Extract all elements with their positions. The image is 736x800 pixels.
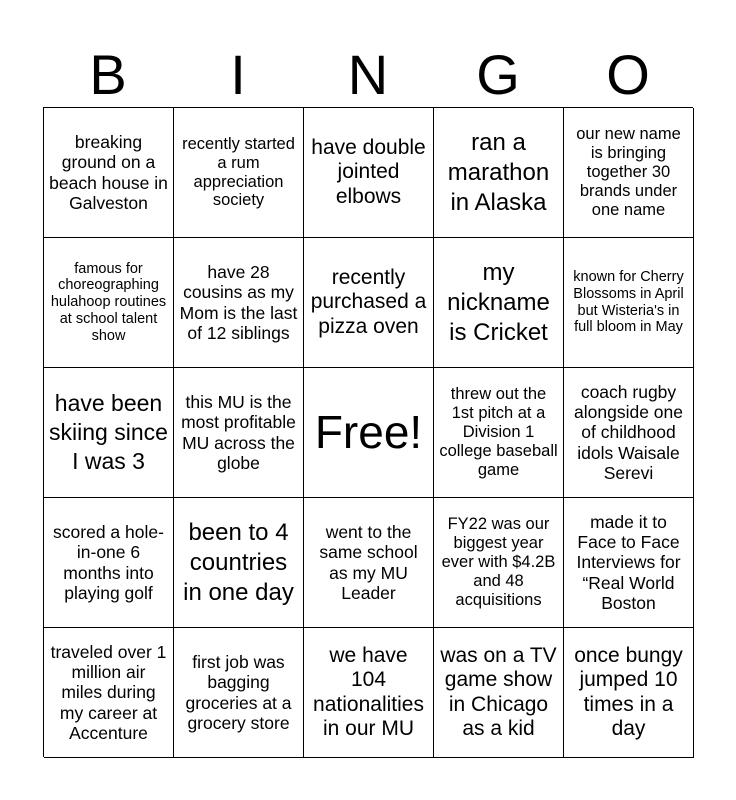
bingo-cell-r4c1[interactable]: scored a hole-in-one 6 months into playing golf (44, 498, 174, 628)
bingo-cell-r2c3[interactable]: recently purchased a pizza oven (304, 238, 434, 368)
bingo-cell-r5c5[interactable]: once bungy jumped 10 times in a day (564, 628, 694, 758)
bingo-cell-r4c2[interactable]: been to 4 countries in one day (174, 498, 304, 628)
bingo-board (43, 107, 693, 757)
bingo-cell-r4c5[interactable]: made it to Face to Face Interviews for “Real World Boston (564, 498, 694, 628)
bingo-cell-r3c2[interactable]: this MU is the most profitable MU across the globe (174, 368, 304, 498)
bingo-cell-r5c1[interactable]: traveled over 1 million air miles during my career at Accenture (44, 628, 174, 758)
bingo-cell-r3c1[interactable]: have been skiing since I was 3 (44, 368, 174, 498)
bingo-cell-r2c4[interactable]: my nickname is Cricket (434, 238, 564, 368)
header-letter-b: B (89, 43, 127, 106)
bingo-cell-r2c1[interactable]: famous for choreographing hulahoop routines at school talent show (44, 238, 174, 368)
bingo-cell-r1c4[interactable]: ran a marathon in Alaska (434, 108, 564, 238)
bingo-cell-r3c5[interactable]: coach rugby alongside one of childhood idols Waisale Serevi (564, 368, 694, 498)
bingo-cell-r2c2[interactable]: have 28 cousins as my Mom is the last of 12 siblings (174, 238, 304, 368)
bingo-cell-r1c1[interactable]: breaking ground on a beach house in Galveston (44, 108, 174, 238)
bingo-cell-r5c4[interactable]: was on a TV game show in Chicago as a kid (434, 628, 564, 758)
bingo-cell-r2c5[interactable]: known for Cherry Blossoms in April but Wisteria's in full bloom in May (564, 238, 694, 368)
bingo-cell-r5c3[interactable]: we have 104 nationalities in our MU (304, 628, 434, 758)
bingo-cell-r1c5[interactable]: our new name is bringing together 30 brands under one name (564, 108, 694, 238)
bingo-cell-r5c2[interactable]: first job was bagging groceries at a grocery store (174, 628, 304, 758)
bingo-cell-r1c2[interactable]: recently started a rum appreciation society (174, 108, 304, 238)
bingo-cell-r1c3[interactable]: have double jointed elbows (304, 108, 434, 238)
header-letter-o: O (606, 43, 650, 106)
bingo-cell-r4c4[interactable]: FY22 was our biggest year ever with $4.2B and 48 acquisitions (434, 498, 564, 628)
bingo-cell-r3c4[interactable]: threw out the 1st pitch at a Division 1 college baseball game (434, 368, 564, 498)
header-letter-g: G (476, 43, 520, 106)
bingo-header (43, 44, 693, 106)
bingo-cell-r4c3[interactable]: went to the same school as my MU Leader (304, 498, 434, 628)
header-letter-n: N (347, 43, 389, 106)
header-letter-i: I (230, 43, 246, 106)
bingo-cell-free[interactable]: Free! (304, 368, 434, 498)
